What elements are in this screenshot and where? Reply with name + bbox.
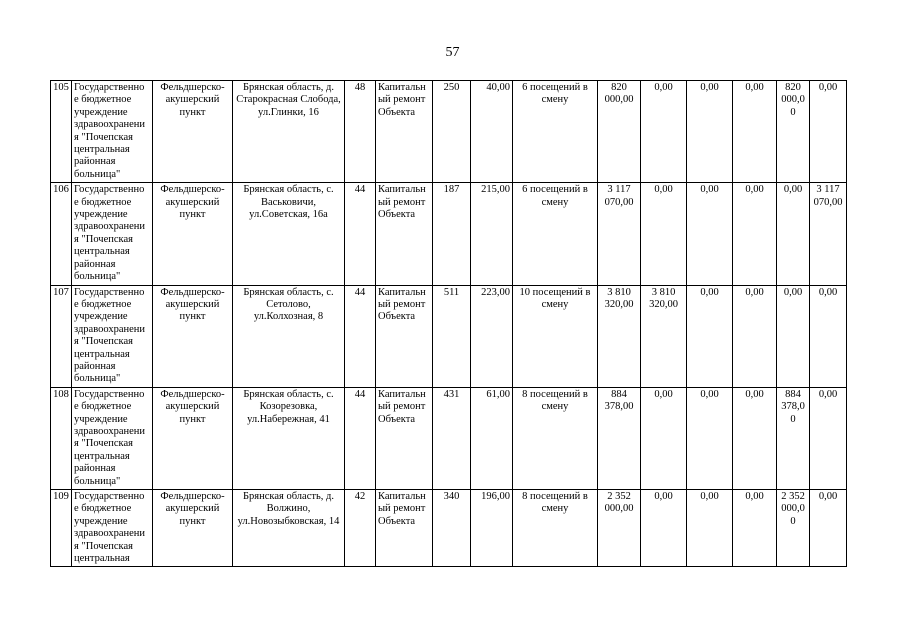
- value-cell-4: 44: [345, 387, 376, 489]
- amount-cell-10: 0,00: [641, 490, 687, 567]
- facility-type-cell: Фельдшерско- акушерский пункт: [153, 183, 233, 285]
- amount-cell-10: 0,00: [641, 81, 687, 183]
- facility-type-cell: Фельдшерско- акушерский пункт: [153, 81, 233, 183]
- row-number: 105: [51, 81, 72, 183]
- address-cell: Брянская область, д. Старокрасная Слобода, ул.Глинки, 16: [233, 81, 345, 183]
- amount-cell-11: 0,00: [687, 490, 733, 567]
- amount-cell-11: 0,00: [687, 183, 733, 285]
- amount-cell-14: 0,00: [810, 81, 847, 183]
- address-cell: Брянская область, с. Васьковичи, ул.Советская, 16а: [233, 183, 345, 285]
- amount-cell-10: 0,00: [641, 387, 687, 489]
- amount-cell-11: 0,00: [687, 285, 733, 387]
- amount-cell-14: 0,00: [810, 387, 847, 489]
- value-cell-6: 187: [433, 183, 471, 285]
- amount-cell-11: 0,00: [687, 81, 733, 183]
- table-row: [51, 183, 847, 285]
- work-type-cell: Капитальн ый ремонт Объекта: [376, 490, 433, 567]
- amount-cell-9: 884 378,00: [598, 387, 641, 489]
- row-number: 108: [51, 387, 72, 489]
- work-type-cell: Капитальн ый ремонт Объекта: [376, 183, 433, 285]
- amount-cell-11: 0,00: [687, 387, 733, 489]
- work-type-cell: Капитальн ый ремонт Объекта: [376, 81, 433, 183]
- row-number: 107: [51, 285, 72, 387]
- amount-cell-9: 3 810 320,00: [598, 285, 641, 387]
- amount-cell-14: 3 117 070,00: [810, 183, 847, 285]
- amount-cell-9: 3 117 070,00: [598, 183, 641, 285]
- facility-type-cell: Фельдшерско- акушерский пункт: [153, 387, 233, 489]
- organization-cell: Государственно е бюджетное учреждение здравоохранени я "Почепская центральная районная больница": [72, 387, 153, 489]
- amount-cell-13: 0,00: [777, 285, 810, 387]
- row-number: 106: [51, 183, 72, 285]
- amount-cell-14: 0,00: [810, 490, 847, 567]
- value-cell-6: 511: [433, 285, 471, 387]
- value-cell-7: 61,00: [471, 387, 513, 489]
- work-type-cell: Капитальн ый ремонт Объекта: [376, 285, 433, 387]
- amount-cell-9: 2 352 000,00: [598, 490, 641, 567]
- address-cell: Брянская область, с. Козорезовка, ул.Набережная, 41: [233, 387, 345, 489]
- table-row: [51, 81, 847, 183]
- address-cell: Брянская область, с. Сетолово, ул.Колхозная, 8: [233, 285, 345, 387]
- row-number: 109: [51, 490, 72, 567]
- amount-cell-13: 2 352 000,0 0: [777, 490, 810, 567]
- amount-cell-13: 0,00: [777, 183, 810, 285]
- capacity-cell: 10 посещений в смену: [513, 285, 598, 387]
- amount-cell-13: 820 000,0 0: [777, 81, 810, 183]
- amount-cell-14: 0,00: [810, 285, 847, 387]
- amount-cell-10: 3 810 320,00: [641, 285, 687, 387]
- work-type-cell: Капитальн ый ремонт Объекта: [376, 387, 433, 489]
- amount-cell-12: 0,00: [733, 490, 777, 567]
- table-row: [51, 387, 847, 489]
- value-cell-7: 40,00: [471, 81, 513, 183]
- capacity-cell: 8 посещений в смену: [513, 490, 598, 567]
- amount-cell-12: 0,00: [733, 387, 777, 489]
- organization-cell: Государственно е бюджетное учреждение здравоохранени я "Почепская центральная районная больница": [72, 81, 153, 183]
- value-cell-6: 340: [433, 490, 471, 567]
- value-cell-6: 250: [433, 81, 471, 183]
- capacity-cell: 6 посещений в смену: [513, 81, 598, 183]
- value-cell-4: 44: [345, 183, 376, 285]
- value-cell-4: 48: [345, 81, 376, 183]
- organization-cell: Государственно е бюджетное учреждение здравоохранени я "Почепская центральная: [72, 490, 153, 567]
- data-table: [50, 80, 847, 567]
- amount-cell-10: 0,00: [641, 183, 687, 285]
- value-cell-7: 215,00: [471, 183, 513, 285]
- capacity-cell: 8 посещений в смену: [513, 387, 598, 489]
- value-cell-7: 223,00: [471, 285, 513, 387]
- value-cell-4: 42: [345, 490, 376, 567]
- table-row: [51, 285, 847, 387]
- value-cell-6: 431: [433, 387, 471, 489]
- value-cell-7: 196,00: [471, 490, 513, 567]
- amount-cell-9: 820 000,00: [598, 81, 641, 183]
- facility-type-cell: Фельдшерско- акушерский пункт: [153, 285, 233, 387]
- address-cell: Брянская область, д. Волжино, ул.Новозыбковская, 14: [233, 490, 345, 567]
- amount-cell-12: 0,00: [733, 183, 777, 285]
- table-row: [51, 490, 847, 567]
- organization-cell: Государственно е бюджетное учреждение здравоохранени я "Почепская центральная районная больница": [72, 285, 153, 387]
- amount-cell-13: 884 378,0 0: [777, 387, 810, 489]
- amount-cell-12: 0,00: [733, 81, 777, 183]
- facility-type-cell: Фельдшерско- акушерский пункт: [153, 490, 233, 567]
- amount-cell-12: 0,00: [733, 285, 777, 387]
- capacity-cell: 6 посещений в смену: [513, 183, 598, 285]
- page-number: 57: [445, 45, 460, 60]
- organization-cell: Государственно е бюджетное учреждение здравоохранени я "Почепская центральная районная больница": [72, 183, 153, 285]
- value-cell-4: 44: [345, 285, 376, 387]
